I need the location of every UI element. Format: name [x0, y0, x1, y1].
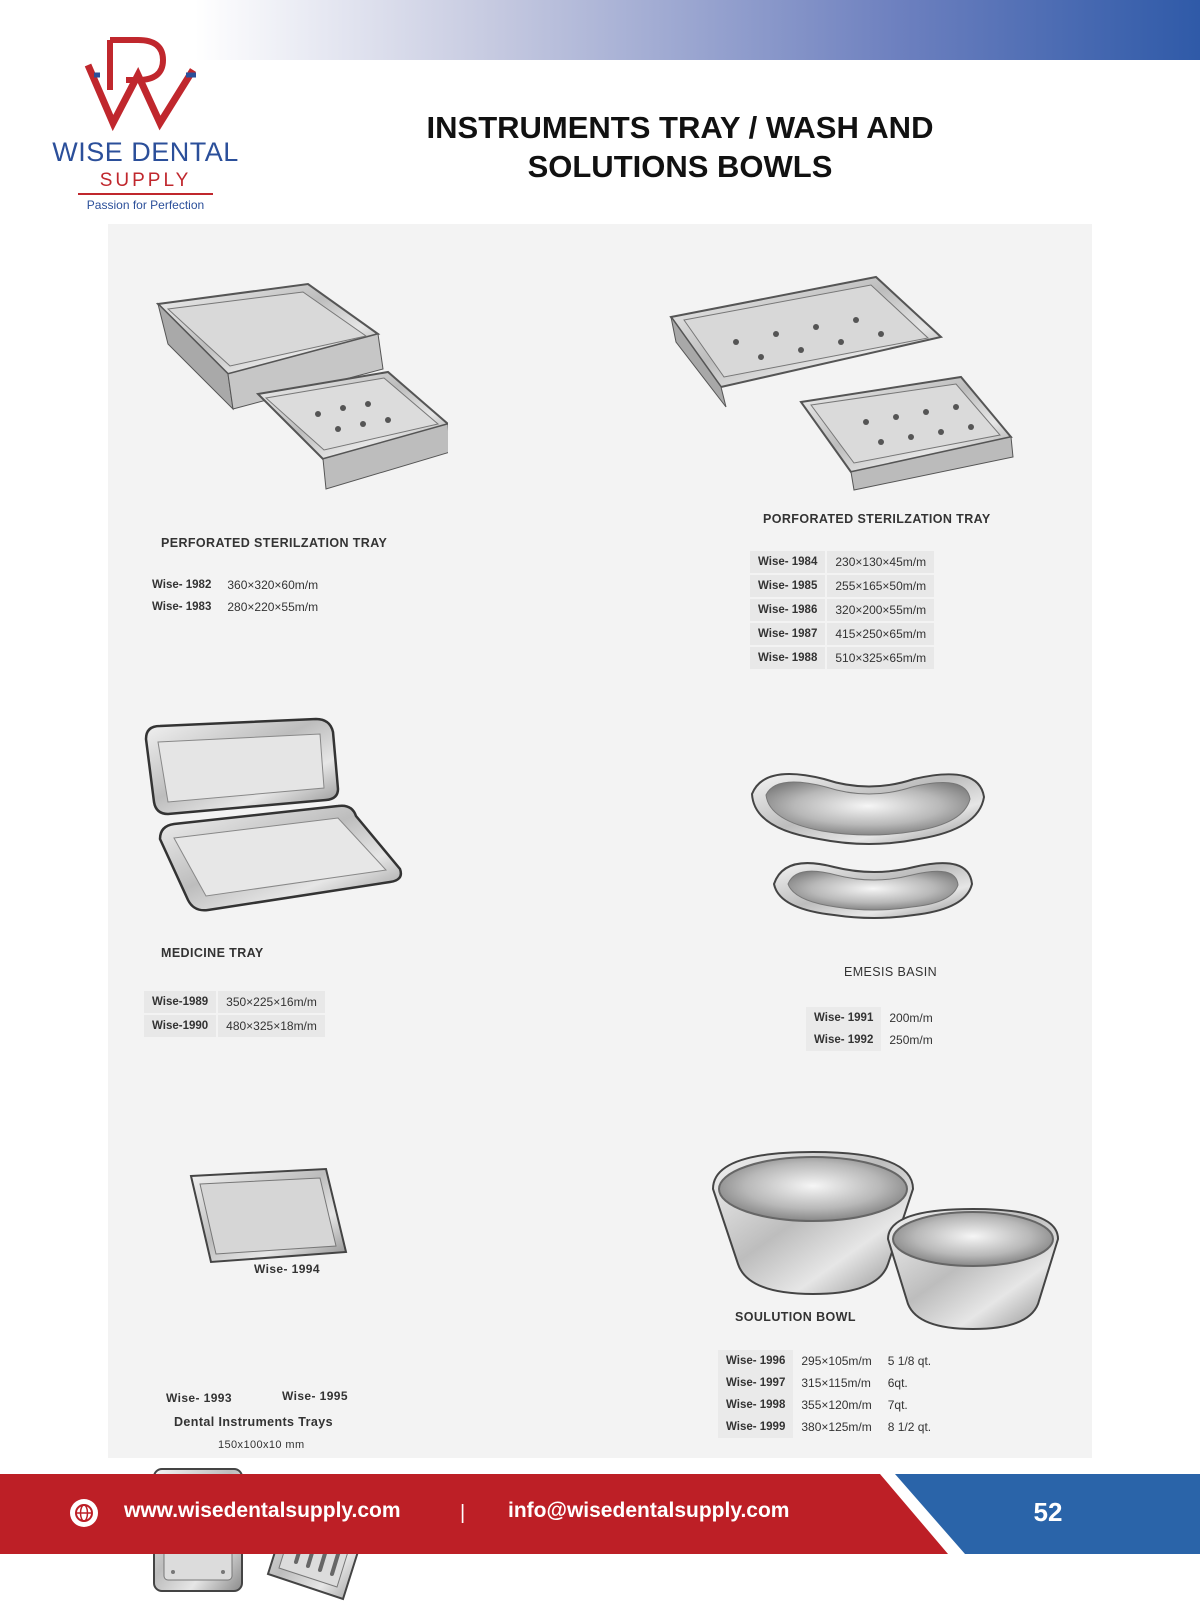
page-title-line1: INSTRUMENTS TRAY / WASH AND [426, 110, 934, 145]
solution-bowl-label: SOULUTION BOWL [735, 1310, 856, 1324]
spec-size: 380×125m/m [801, 1420, 872, 1434]
table-row [718, 1350, 939, 1372]
table-row [718, 1372, 939, 1394]
page-title-line2: SOLUTIONS BOWLS [527, 149, 833, 184]
brand-name: WISE DENTAL [52, 137, 239, 167]
globe-icon [70, 1499, 98, 1527]
spec-size: 280×220×55m/m [227, 600, 319, 614]
spec-code: Wise- 1983 [152, 601, 212, 613]
dental-tag-1995: Wise- 1995 [282, 1389, 348, 1403]
emesis-spec-table [806, 1007, 941, 1051]
perforated-tray-left-image [138, 274, 448, 494]
spec-size: 255×165×50m/m [826, 574, 935, 598]
brand-tagline: Passion for Perfection [86, 198, 205, 212]
header-gradient-bar [195, 0, 1200, 60]
spec-volume: 8 1/2 qt. [887, 1420, 932, 1434]
dental-tag-1994: Wise- 1994 [254, 1262, 320, 1276]
spec-code: Wise- 1988 [749, 646, 826, 670]
perforated-right-spec-table [748, 549, 936, 671]
spec-size: 250m/m [889, 1033, 933, 1047]
spec-code: Wise- 1997 [718, 1372, 793, 1394]
spec-size: 360×320×60m/m [227, 578, 319, 592]
brand-supply: SUPPLY [78, 170, 213, 195]
spec-code: Wise-1990 [143, 1014, 217, 1038]
table-row [143, 990, 326, 1014]
spec-code: Wise- 1985 [749, 574, 826, 598]
spec-code: Wise- 1982 [152, 579, 212, 591]
medicine-tray-image [138, 714, 408, 914]
table-row [806, 1007, 941, 1029]
table-row [718, 1394, 939, 1416]
spec-code: Wise- 1987 [749, 622, 826, 646]
table-row [144, 574, 326, 596]
table-row [806, 1029, 941, 1051]
table-row [749, 598, 935, 622]
perforated-right-label: PORFORATED STERILZATION TRAY [763, 512, 991, 526]
dental-tag-1993: Wise- 1993 [166, 1391, 232, 1405]
emesis-basin-image [744, 759, 994, 919]
table-row [718, 1416, 939, 1438]
spec-code: Wise- 1986 [749, 598, 826, 622]
spec-size: 415×250×65m/m [826, 622, 935, 646]
emesis-label: EMESIS BASIN [844, 965, 938, 979]
spec-code: Wise-1989 [143, 990, 217, 1014]
spec-code: Wise- 1998 [718, 1394, 793, 1416]
spec-size: 230×130×45m/m [826, 550, 935, 574]
spec-volume: 6qt. [887, 1376, 908, 1390]
wp-monogram-icon [38, 35, 253, 135]
spec-volume: 7qt. [887, 1398, 908, 1412]
spec-code: Wise- 1992 [806, 1029, 881, 1051]
dental-trays-size: 150x100x10 mm [218, 1439, 305, 1451]
footer-email-link[interactable]: info@wisedentalsupply.com [508, 1499, 790, 1522]
spec-code: Wise- 1991 [806, 1007, 881, 1029]
spec-size: 200m/m [889, 1011, 933, 1025]
dental-trays-label: Dental Instruments Trays [174, 1415, 333, 1429]
solution-bowl-spec-table [718, 1350, 939, 1438]
table-row [749, 622, 935, 646]
perforated-left-spec-table [144, 574, 326, 618]
spec-size: 295×105m/m [801, 1354, 872, 1368]
page-number: 52 [1033, 1497, 1063, 1527]
table-row [143, 1014, 326, 1038]
spec-size: 355×120m/m [801, 1398, 872, 1412]
perforated-left-label: PERFORATED STERILZATION TRAY [161, 536, 388, 550]
table-row [749, 574, 935, 598]
catalog-panel [108, 224, 1092, 1458]
table-row [144, 596, 326, 618]
spec-size: 315×115m/m [801, 1376, 871, 1390]
spec-size: 320×200×55m/m [826, 598, 935, 622]
medicine-spec-table [142, 989, 327, 1039]
page-title [380, 108, 980, 186]
spec-size: 510×325×65m/m [826, 646, 935, 670]
spec-code: Wise- 1999 [718, 1416, 793, 1438]
footer-website-link[interactable]: www.wisedentalsupply.com [124, 1499, 401, 1522]
spec-code: Wise- 1996 [718, 1350, 793, 1372]
spec-code: Wise- 1984 [749, 550, 826, 574]
spec-size: 350×225×16m/m [217, 990, 326, 1014]
dental-tray-1994-photo [186, 1164, 356, 1264]
medicine-label: MEDICINE TRAY [161, 946, 264, 960]
table-row [749, 646, 935, 670]
spec-size: 480×325×18m/m [217, 1014, 326, 1038]
brand-logo [38, 35, 253, 215]
footer-separator: | [460, 1502, 466, 1524]
perforated-tray-right-image [666, 272, 1016, 492]
table-row [749, 550, 935, 574]
spec-volume: 5 1/8 qt. [887, 1354, 932, 1368]
